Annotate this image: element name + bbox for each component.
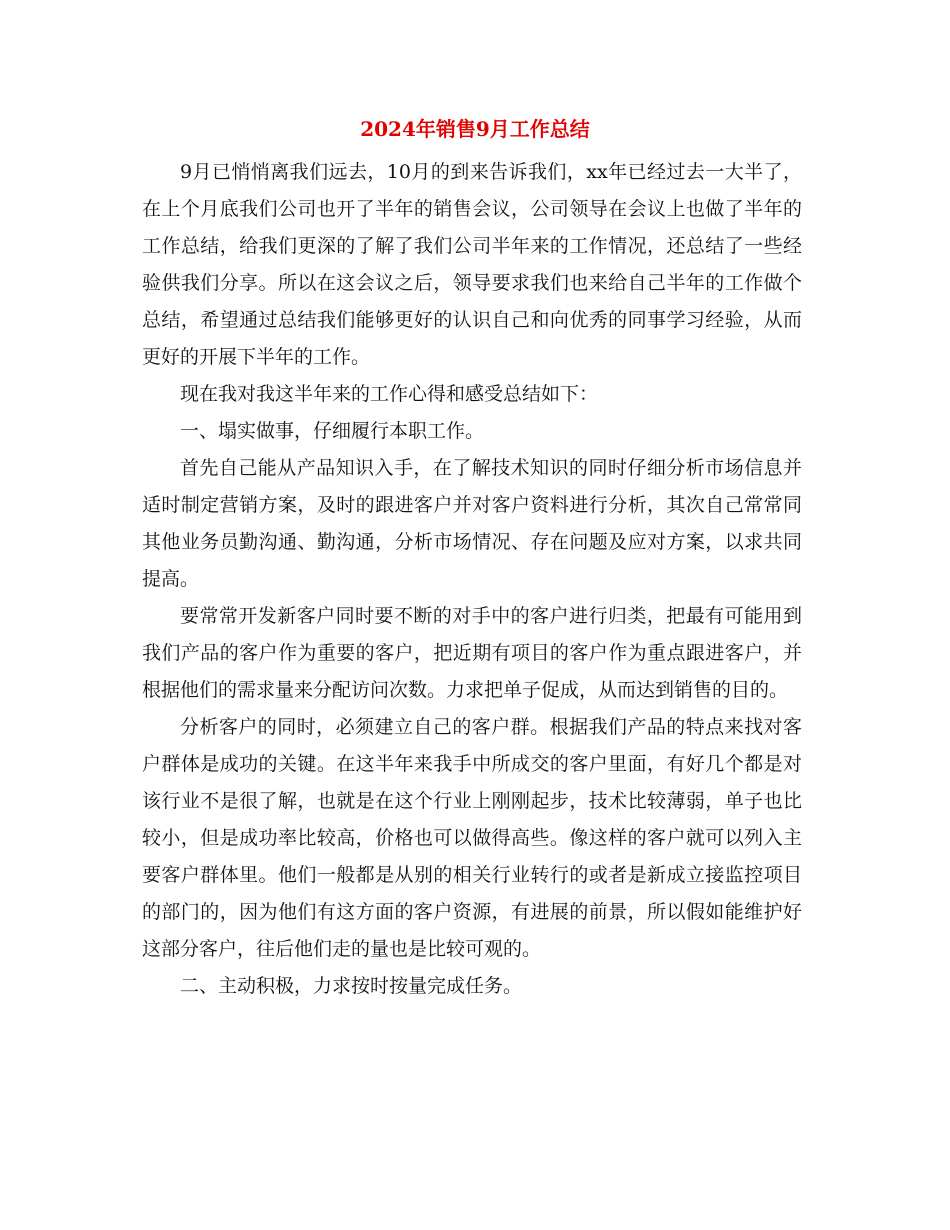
- document-title: 2024年销售9月工作总结: [360, 117, 590, 141]
- paragraph: 首先自己能从产品知识入手，在了解技术知识的同时仔细分析市场信息并适时制定营销方案，及时的跟进客户并对客户资料进行分析，其次自己常常同其他业务员勤沟通、勤沟通，分析市场情况、存在问题及应对方案，以求共同提高。: [142, 457, 802, 590]
- section-heading: 一、塌实做事，仔细履行本职工作。: [180, 420, 485, 442]
- paragraph: 9月已悄悄离我们远去，10月的到来告诉我们，xx年已经过去一大半了，在上个月底我们公司也开了半年的销售会议，公司领导在会议上也做了半年的工作总结，给我们更深的了解了我们公司半年来的工作情况，还总结了一些经验供我们分享。所以在这会议之后，领导要求我们也来给自己半年的工作做个总结，希望通过总结我们能够更好的认识自己和向优秀的同事学习经验，从而更好的开展下半年的工作。: [142, 161, 802, 368]
- paragraph: 现在我对我这半年来的工作心得和感受总结如下：: [180, 383, 599, 405]
- section-heading: 二、主动积极，力求按时按量完成任务。: [180, 975, 523, 997]
- paragraph: 要常常开发新客户同时要不断的对手中的客户进行归类，把最有可能用到我们产品的客户作为重要的客户，把近期有项目的客户作为重点跟进客户，并根据他们的需求量来分配访问次数。力求把单子促成，从而达到销售的目的。: [142, 605, 802, 701]
- paragraph: 分析客户的同时，必须建立自己的客户群。根据我们产品的特点来找对客户群体是成功的关键。在这半年来我手中所成交的客户里面，有好几个都是对该行业不是很了解，也就是在这个行业上刚刚起步，技术比较薄弱，单子也比较小，但是成功率比较高，价格也可以做得高些。像这样的客户就可以列入主要客户群体里。他们一般都是从别的相关行业转行的或者是新成立接监控项目的部门的，因为他们有这方面的客户资源，有进展的前景，所以假如能维护好这部分客户，往后他们走的量也是比较可观的。: [142, 716, 802, 960]
- document-body: [142, 154, 802, 1005]
